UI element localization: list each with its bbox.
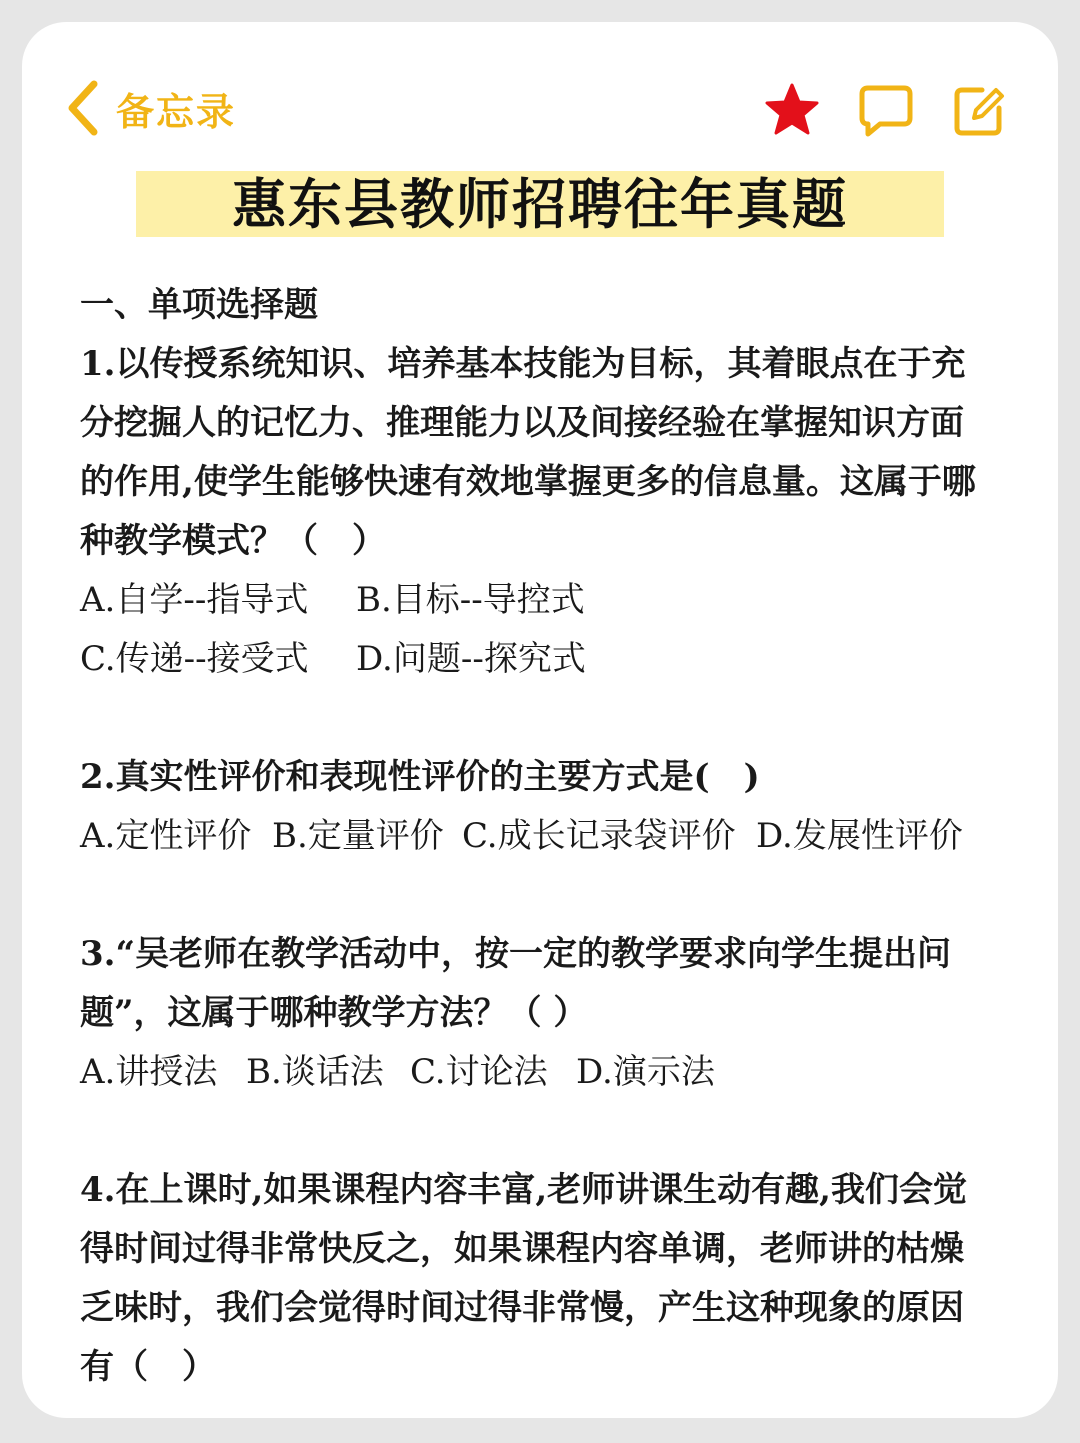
comment-icon [858, 82, 914, 138]
question-2-option-c: C.成长记录袋评价 [462, 816, 736, 856]
edit-button[interactable] [952, 82, 1008, 138]
question-1-line-2: 分挖掘人的记忆力、推理能力以及间接经验在掌握知识方面 [80, 403, 964, 443]
question-2-option-d: D.发展性评价 [756, 816, 963, 856]
question-1-option-c: C.传递--接受式 [80, 639, 309, 679]
question-2-options [80, 807, 1000, 866]
question-4-line-4: 有（ ） [80, 1347, 216, 1387]
question-1-line-1: 1.以传授系统知识、培养基本技能为目标，其着眼点在于充 [80, 344, 966, 384]
question-1-option-a: A.自学--指导式 [80, 580, 309, 620]
question-3-option-a: A.讲授法 [80, 1052, 218, 1092]
question-1-line-3: 的作用,使学生能够快速有效地掌握更多的信息量。这属于哪 [80, 462, 976, 502]
question-3-option-b: B.谈话法 [246, 1052, 384, 1092]
star-icon [764, 82, 820, 138]
question-2-option-b: B.定量评价 [272, 816, 444, 856]
question-2-line-1: 2.真实性评价和表现性评价的主要方式是( ) [80, 757, 760, 797]
favorite-button[interactable] [764, 82, 820, 138]
back-button[interactable] [66, 80, 236, 136]
question-2-option-a: A.定性评价 [80, 816, 252, 856]
section-heading: 一、单项选择题 [80, 285, 318, 325]
question-3-line-2: 题”，这属于哪种教学方法？（ ） [80, 993, 588, 1033]
question-4-line-2: 得时间过得非常快反之，如果课程内容单调，老师讲的枯燥 [80, 1229, 964, 1269]
note-content [80, 276, 1000, 1397]
question-3-options [80, 1043, 1000, 1102]
question-1-option-b: B.目标--导控式 [356, 580, 585, 620]
page-title: 惠东县教师招聘往年真题 [232, 172, 848, 236]
question-3-option-c: C.讨论法 [410, 1052, 548, 1092]
question-1-option-d: D.问题--探究式 [356, 639, 586, 679]
comment-button[interactable] [858, 82, 914, 138]
back-label: 备忘录 [116, 89, 237, 134]
question-1-options-row-1 [80, 571, 1000, 630]
question-4-line-3: 乏味时，我们会觉得时间过得非常慢，产生这种现象的原因 [80, 1288, 964, 1328]
edit-icon [952, 82, 1008, 138]
question-3-option-d: D.演示法 [576, 1052, 715, 1092]
question-3-line-1: 3.“吴老师在教学活动中，按一定的教学要求向学生提出问 [80, 934, 952, 974]
question-1-line-4: 种教学模式？（ ） [80, 521, 386, 561]
question-1-options-row-2 [80, 630, 1000, 689]
chevron-left-icon [66, 80, 100, 136]
question-4-line-1: 4.在上课时,如果课程内容丰富,老师讲课生动有趣,我们会觉 [80, 1170, 968, 1210]
